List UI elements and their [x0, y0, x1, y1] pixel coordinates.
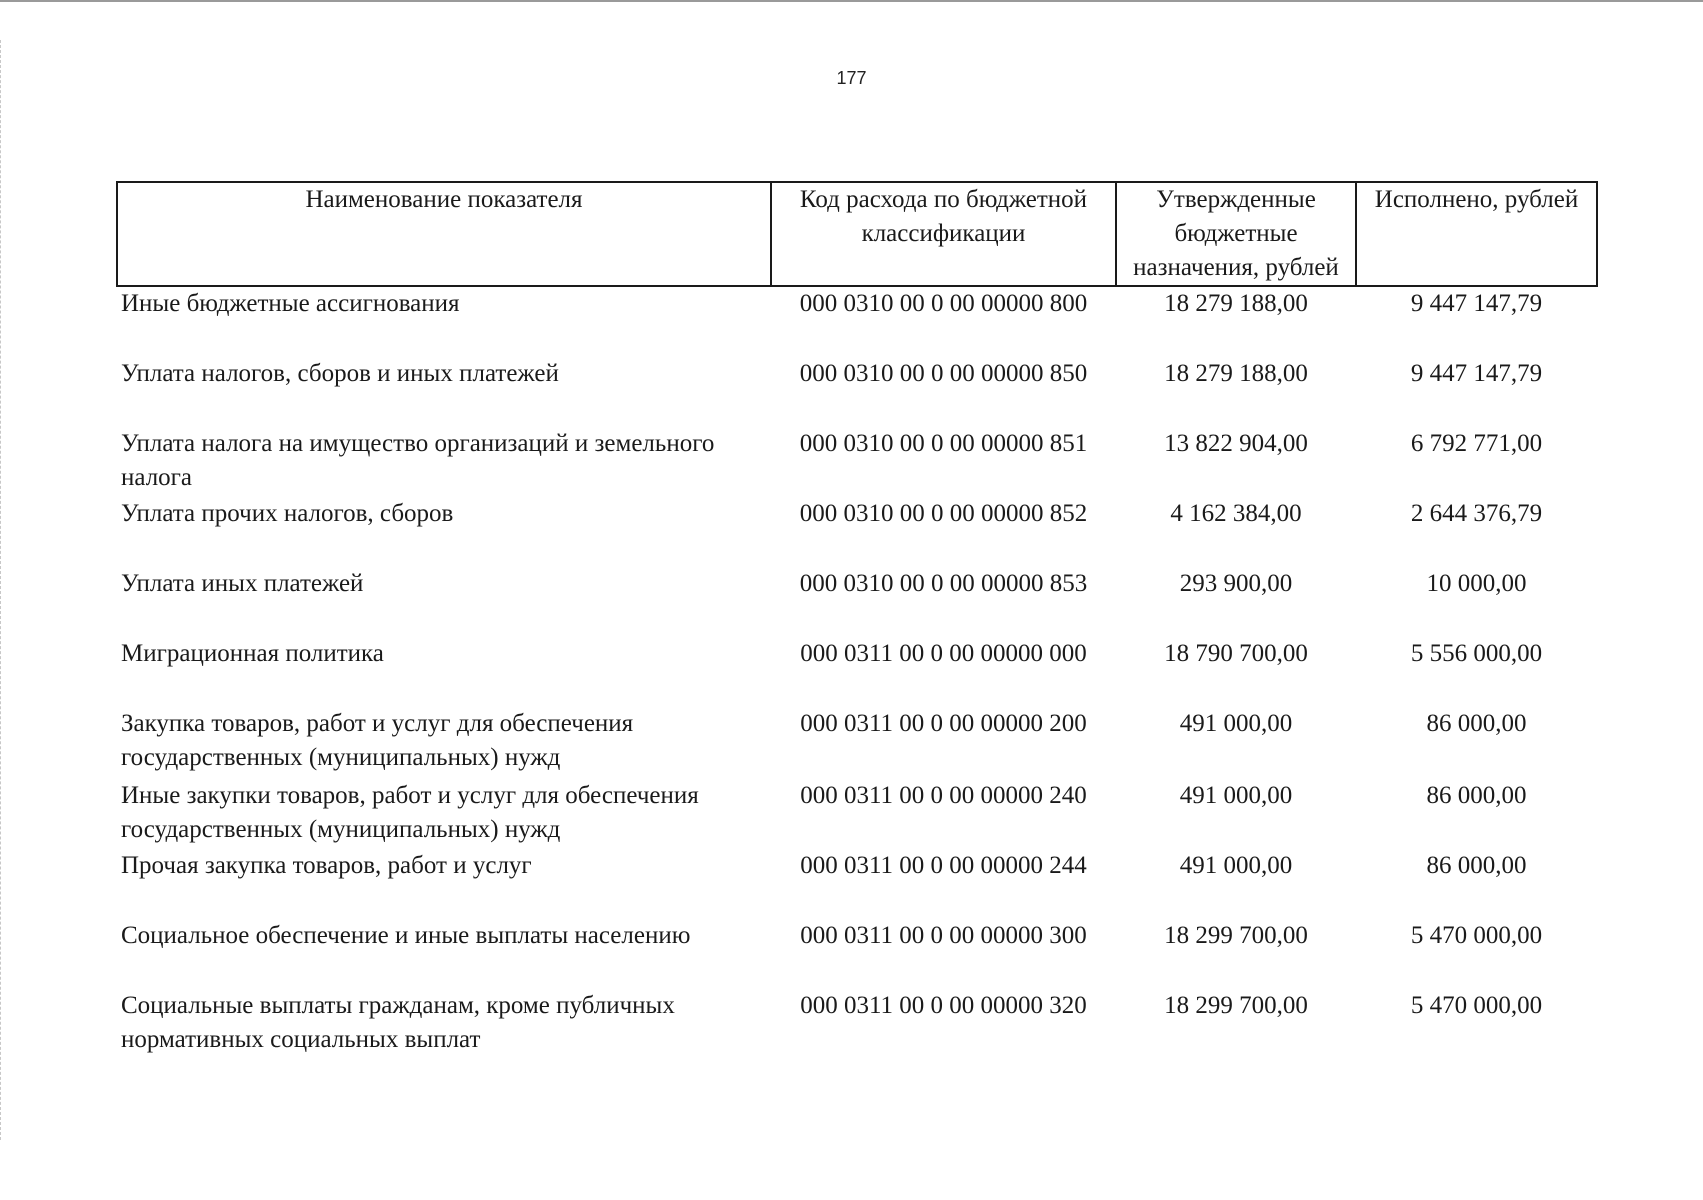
table-row — [117, 919, 1597, 989]
row-approved: 18 279 188,00 — [1164, 290, 1308, 317]
row-code: 000 0310 00 0 00 00000 853 — [799, 570, 1088, 597]
row-name: Уплата прочих налогов, сборов — [121, 500, 454, 527]
row-executed: 6 792 771,00 — [1410, 430, 1543, 457]
row-executed: 9 447 147,79 — [1410, 360, 1543, 387]
row-approved: 491 000,00 — [1179, 710, 1293, 737]
table-row — [117, 989, 1597, 1059]
header-executed: Исполнено, рублей — [1356, 182, 1597, 286]
table-row — [117, 707, 1597, 779]
row-code: 000 0311 00 0 00 00000 300 — [800, 922, 1087, 949]
row-code: 000 0310 00 0 00 00000 800 — [799, 290, 1088, 317]
table-row — [117, 567, 1597, 637]
row-approved: 491 000,00 — [1179, 782, 1293, 809]
row-name: Миграционная политика — [121, 640, 384, 667]
row-approved: 18 279 188,00 — [1164, 360, 1308, 387]
row-executed: 9 447 147,79 — [1410, 290, 1543, 317]
table-header — [117, 182, 1597, 286]
row-name: Социальное обеспечение и иные выплаты населению — [121, 922, 691, 949]
row-executed: 5 470 000,00 — [1410, 992, 1543, 1019]
row-approved: 491 000,00 — [1179, 852, 1293, 879]
row-approved: 293 900,00 — [1179, 570, 1293, 597]
table-row — [117, 849, 1597, 919]
row-name: Уплата иных платежей — [121, 570, 364, 597]
row-code: 000 0311 00 0 00 00000 000 — [800, 640, 1087, 667]
budget-execution-table — [116, 181, 1598, 1059]
row-approved: 18 299 700,00 — [1164, 922, 1308, 949]
row-name: Уплата налогов, сборов и иных платежей — [121, 360, 559, 387]
table-row — [117, 357, 1597, 427]
row-executed: 2 644 376,79 — [1410, 500, 1543, 527]
header-approved-budget: Утвержденные бюджетные назначения, рублей — [1116, 182, 1356, 286]
row-executed: 86 000,00 — [1426, 782, 1527, 809]
row-executed: 5 556 000,00 — [1410, 640, 1543, 667]
row-name: Закупка товаров, работ и услуг для обеспечения государственных (муниципальных) нужд — [121, 710, 634, 771]
row-executed: 5 470 000,00 — [1410, 922, 1543, 949]
page-number: 177 — [836, 68, 867, 88]
table-row — [117, 497, 1597, 567]
row-name: Уплата налога на имущество организаций и земельного налога — [121, 430, 715, 491]
row-executed: 10 000,00 — [1426, 570, 1527, 597]
row-approved: 18 790 700,00 — [1164, 640, 1308, 667]
table-row — [117, 427, 1597, 497]
row-approved: 4 162 384,00 — [1170, 500, 1302, 527]
row-executed: 86 000,00 — [1426, 710, 1527, 737]
row-approved: 13 822 904,00 — [1164, 430, 1308, 457]
row-code: 000 0310 00 0 00 00000 850 — [799, 360, 1088, 387]
header-indicator-name: Наименование показателя — [117, 182, 771, 286]
table-row — [117, 637, 1597, 707]
row-code: 000 0311 00 0 00 00000 320 — [800, 992, 1087, 1019]
table-row — [117, 779, 1597, 849]
row-code: 000 0311 00 0 00 00000 240 — [800, 782, 1087, 809]
table-header-row — [117, 182, 1597, 286]
page-scan-edge — [0, 40, 4, 1140]
row-code: 000 0310 00 0 00 00000 852 — [799, 500, 1088, 527]
table-body — [117, 286, 1597, 1059]
row-code: 000 0310 00 0 00 00000 851 — [799, 430, 1088, 457]
row-name: Иные бюджетные ассигнования — [121, 290, 460, 317]
row-executed: 86 000,00 — [1426, 852, 1527, 879]
row-name: Прочая закупка товаров, работ и услуг — [121, 852, 532, 879]
row-name: Социальные выплаты гражданам, кроме публичных нормативных социальных выплат — [121, 992, 675, 1053]
row-code: 000 0311 00 0 00 00000 244 — [800, 852, 1087, 879]
table-row — [117, 286, 1597, 357]
header-expense-code: Код расхода по бюджетной классификации — [771, 182, 1116, 286]
row-code: 000 0311 00 0 00 00000 200 — [800, 710, 1087, 737]
page-top-edge — [0, 0, 1703, 2]
row-name: Иные закупки товаров, работ и услуг для обеспечения государственных (муниципальных) нужд — [121, 782, 699, 843]
row-approved: 18 299 700,00 — [1164, 992, 1308, 1019]
